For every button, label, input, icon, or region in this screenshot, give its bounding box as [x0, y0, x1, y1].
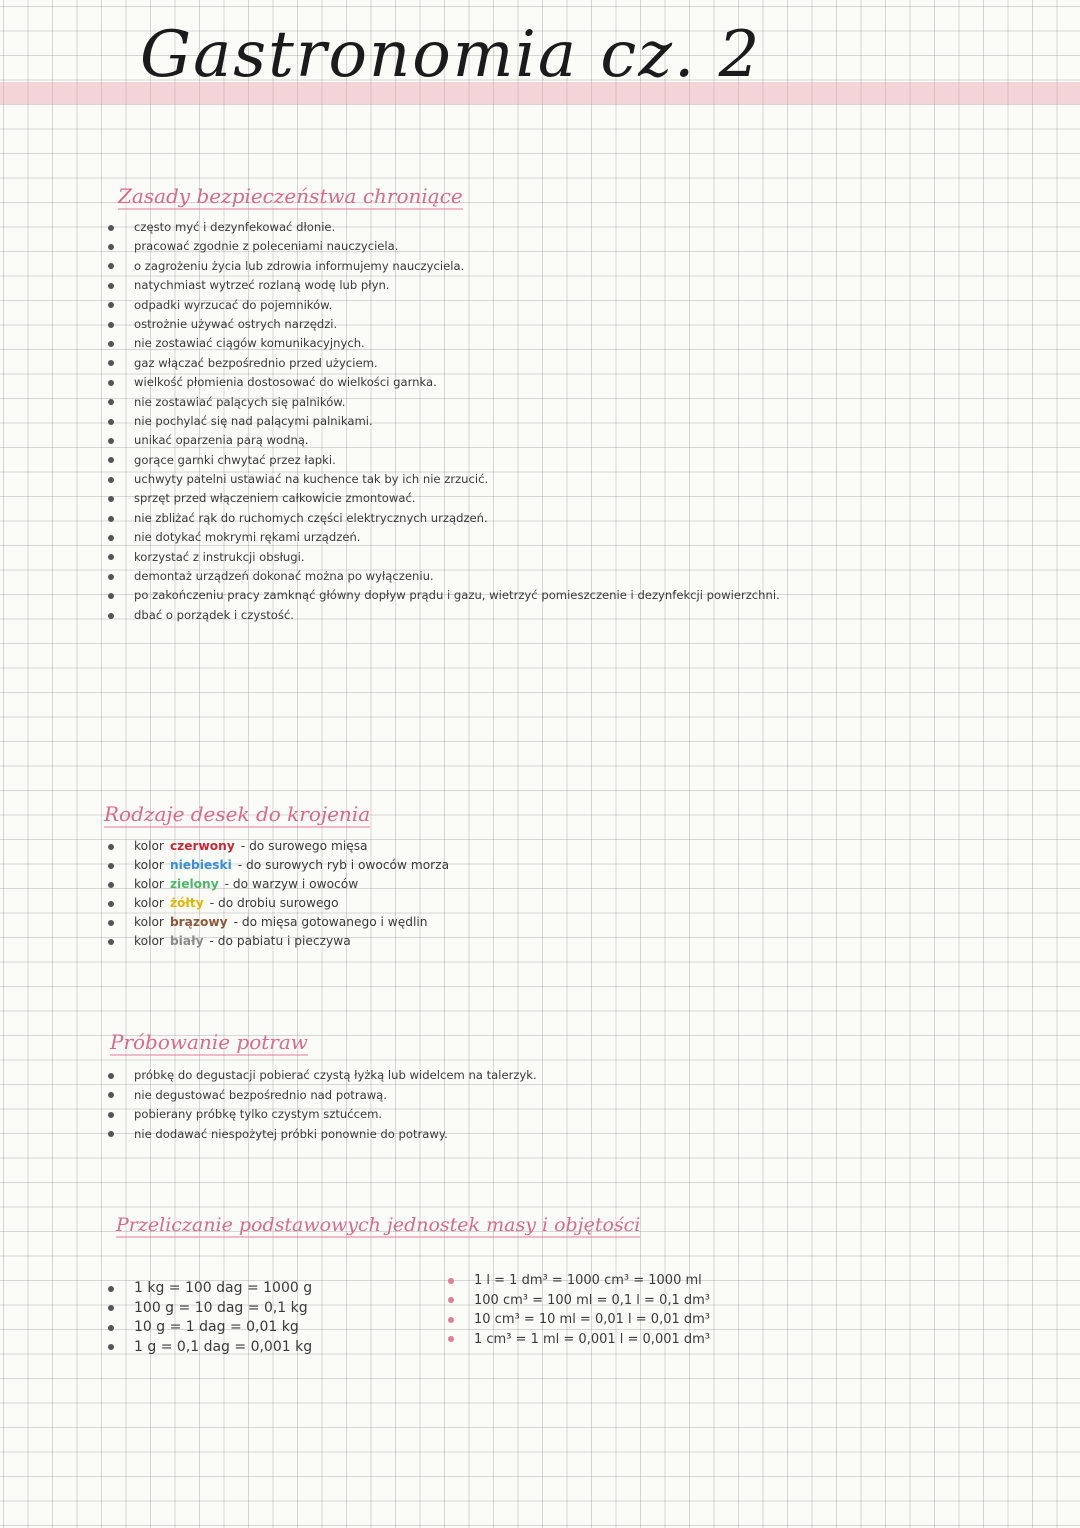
volume-conversion-list	[458, 1271, 778, 1349]
list-item-text: uchwyty patelni ustawiać na kuchence tak by ich nie zrzucić.	[134, 472, 489, 487]
mass-conversion-item	[118, 1279, 418, 1299]
bullet-dot	[108, 1286, 114, 1292]
list-item	[118, 606, 978, 625]
board-color-word: zielony	[169, 877, 219, 891]
board-prefix: kolor	[134, 839, 164, 853]
mass-conversion-item	[118, 1338, 418, 1358]
list-item	[118, 373, 978, 392]
list-item-text: nie zbliżać rąk do ruchomych części elektrycznych urządzeń.	[134, 510, 488, 525]
volume-conversion-item-text: 1 cm³ = 1 ml = 0,001 l = 0,001 dm³	[474, 1331, 711, 1347]
list-item-text: gorące garnki chwytać przez łapki.	[134, 452, 336, 467]
section-heading-tasting: Próbowanie potraw	[110, 1030, 308, 1054]
board-color-word: żółty	[169, 896, 204, 910]
list-item	[118, 218, 978, 237]
list-item	[118, 489, 978, 508]
safety-rules-list	[118, 218, 978, 625]
list-item	[118, 237, 978, 256]
cutting-board-item	[118, 932, 618, 951]
bullet-dot	[108, 920, 114, 926]
tasting-rules-list	[118, 1066, 818, 1144]
list-item	[118, 548, 978, 567]
bullet-dot	[108, 244, 114, 250]
list-item	[118, 451, 978, 470]
bullet-dot	[108, 554, 114, 560]
bullet-dot	[108, 901, 114, 907]
list-item-text: natychmiast wytrzeć rozlaną wodę lub płyn.	[134, 278, 390, 293]
volume-conversion-item-text: 100 cm³ = 100 ml = 0,1 l = 0,1 dm³	[474, 1292, 711, 1308]
list-item-text: unikać oparzenia parą wodną.	[134, 433, 309, 448]
list-item	[118, 393, 978, 412]
section-heading-unit-conversion: Przeliczanie podstawowych jednostek masy i objętości	[116, 1214, 641, 1236]
board-color-word: niebieski	[169, 858, 232, 872]
cutting-board-item	[118, 875, 618, 894]
list-item-text: dbać o porządek i czystość.	[134, 607, 294, 622]
list-item	[118, 1086, 818, 1106]
bullet-dot	[448, 1278, 454, 1284]
board-description: - do surowych ryb i owoców morza	[237, 858, 450, 872]
bullet-dot	[108, 419, 114, 425]
bullet-dot	[108, 574, 114, 580]
board-description: - do pabiatu i pieczywa	[209, 934, 351, 948]
board-description: - do warzyw i owoców	[224, 877, 359, 891]
section-heading-safety-rules: Zasady bezpieczeństwa chroniące	[118, 184, 463, 208]
bullet-dot	[108, 1112, 114, 1118]
list-item	[118, 276, 978, 295]
mass-conversion-item-text: 1 g = 0,1 dag = 0,001 kg	[134, 1338, 313, 1355]
volume-conversion-item-text: 10 cm³ = 10 ml = 0,01 l = 0,01 dm³	[474, 1312, 711, 1327]
bullet-dot	[108, 283, 114, 289]
list-item-text: pracować zgodnie z poleceniami nauczyciela.	[134, 239, 399, 254]
bullet-dot	[448, 1317, 454, 1323]
bullet-dot	[108, 399, 114, 405]
bullet-dot	[108, 263, 114, 269]
bullet-dot	[108, 457, 114, 463]
board-description: - do mięsa gotowanego i wędlin	[233, 915, 428, 929]
bullet-dot	[448, 1297, 454, 1303]
list-item-text: po zakończeniu pracy zamknąć główny dopływ prądu i gazu, wietrzyć pomieszczenie i dezynfekcji powierzchni.	[134, 588, 780, 603]
bullet-dot	[108, 1344, 114, 1350]
list-item	[118, 412, 978, 431]
cutting-board-item	[118, 837, 618, 856]
mass-conversion-item-text: 100 g = 10 dag = 0,1 kg	[134, 1299, 308, 1316]
list-item	[118, 431, 978, 450]
list-item-text: nie dodawać niespożytej próbki ponownie do potrawy.	[134, 1126, 448, 1141]
board-prefix: kolor	[134, 877, 164, 891]
bullet-dot	[108, 1073, 114, 1079]
bullet-dot	[108, 863, 114, 869]
volume-conversion-item-text: 1 l = 1 dm³ = 1000 cm³ = 1000 ml	[474, 1273, 702, 1288]
board-color-word: brązowy	[169, 915, 228, 929]
bullet-dot	[108, 613, 114, 619]
list-item-text: wielkość płomienia dostosować do wielkości garnka.	[134, 375, 437, 390]
list-item-text: korzystać z instrukcji obsługi.	[134, 549, 305, 564]
board-prefix: kolor	[134, 858, 164, 872]
list-item	[118, 354, 978, 373]
list-item-text: demontaż urządzeń dokonać można po wyłączeniu.	[134, 569, 434, 584]
mass-conversion-item	[118, 1318, 418, 1338]
bullet-dot	[108, 225, 114, 231]
list-item	[118, 296, 978, 315]
list-item-text: odpadki wyrzucać do pojemników.	[134, 297, 333, 312]
bullet-dot	[108, 1305, 114, 1311]
volume-conversion-item	[458, 1271, 778, 1291]
bullet-dot	[448, 1336, 454, 1342]
list-item	[118, 1066, 818, 1086]
bullet-dot	[108, 322, 114, 328]
list-item-text: często myć i dezynfekować dłonie.	[134, 220, 336, 234]
board-description: - do drobiu surowego	[209, 896, 339, 910]
board-color-word: biały	[169, 934, 204, 948]
list-item	[118, 470, 978, 489]
list-item-text: ostrożnie używać ostrych narzędzi.	[134, 316, 338, 331]
list-item-text: nie zostawiać ciągów komunikacyjnych.	[134, 336, 365, 351]
bullet-dot	[108, 593, 114, 599]
bullet-dot	[108, 380, 114, 386]
list-item	[118, 315, 978, 334]
board-prefix: kolor	[134, 896, 164, 910]
list-item	[118, 509, 978, 528]
page-title: Gastronomia cz. 2	[140, 18, 762, 92]
list-item-text: pobierany próbkę tylko czystym sztućcem.	[134, 1107, 383, 1121]
bullet-dot	[108, 516, 114, 522]
cutting-board-item	[118, 913, 618, 932]
mass-conversion-list	[118, 1279, 418, 1357]
bullet-dot	[108, 1092, 114, 1098]
list-item-text: nie pochylać się nad palącymi palnikami.	[134, 413, 373, 428]
bullet-dot	[108, 302, 114, 308]
bullet-dot	[108, 438, 114, 444]
list-item	[118, 1125, 818, 1145]
bullet-dot	[108, 1325, 114, 1331]
bullet-dot	[108, 477, 114, 483]
list-item-text: nie degustować bezpośrednio nad potrawą.	[134, 1087, 387, 1102]
list-item	[118, 528, 978, 547]
list-item-text: nie dotykać mokrymi rękami urządzeń.	[134, 530, 361, 545]
bullet-dot	[108, 360, 114, 366]
list-item	[118, 334, 978, 353]
list-item	[118, 567, 978, 586]
volume-conversion-item	[458, 1330, 778, 1350]
bullet-dot	[108, 535, 114, 541]
board-prefix: kolor	[134, 934, 164, 948]
mass-conversion-item-text: 10 g = 1 dag = 0,01 kg	[134, 1319, 299, 1335]
bullet-dot	[108, 939, 114, 945]
bullet-dot	[108, 882, 114, 888]
list-item-text: nie zostawiać palących się palników.	[134, 394, 346, 409]
list-item	[118, 586, 978, 605]
board-prefix: kolor	[134, 915, 164, 929]
list-item	[118, 1105, 818, 1125]
cutting-board-item	[118, 856, 618, 875]
bullet-dot	[108, 496, 114, 502]
mass-conversion-item	[118, 1299, 418, 1319]
section-heading-cutting-boards: Rodzaje desek do krojenia	[104, 802, 371, 826]
volume-conversion-item	[458, 1291, 778, 1311]
volume-conversion-item	[458, 1310, 778, 1330]
cutting-boards-list	[118, 837, 618, 951]
bullet-dot	[108, 1131, 114, 1137]
bullet-dot	[108, 844, 114, 850]
list-item	[118, 257, 978, 276]
bullet-dot	[108, 341, 114, 347]
list-item-text: sprzęt przed włączeniem całkowicie zmontować.	[134, 491, 416, 506]
mass-conversion-item-text: 1 kg = 100 dag = 1000 g	[134, 1280, 313, 1296]
list-item-text: gaz włączać bezpośrednio przed użyciem.	[134, 355, 378, 370]
board-description: - do surowego mięsa	[240, 839, 368, 853]
cutting-board-item	[118, 894, 618, 913]
list-item-text: próbkę do degustacji pobierać czystą łyżką lub widelcem na talerzyk.	[134, 1068, 537, 1082]
board-color-word: czerwony	[169, 839, 235, 853]
list-item-text: o zagrożeniu życia lub zdrowia informujemy nauczyciela.	[134, 258, 465, 273]
